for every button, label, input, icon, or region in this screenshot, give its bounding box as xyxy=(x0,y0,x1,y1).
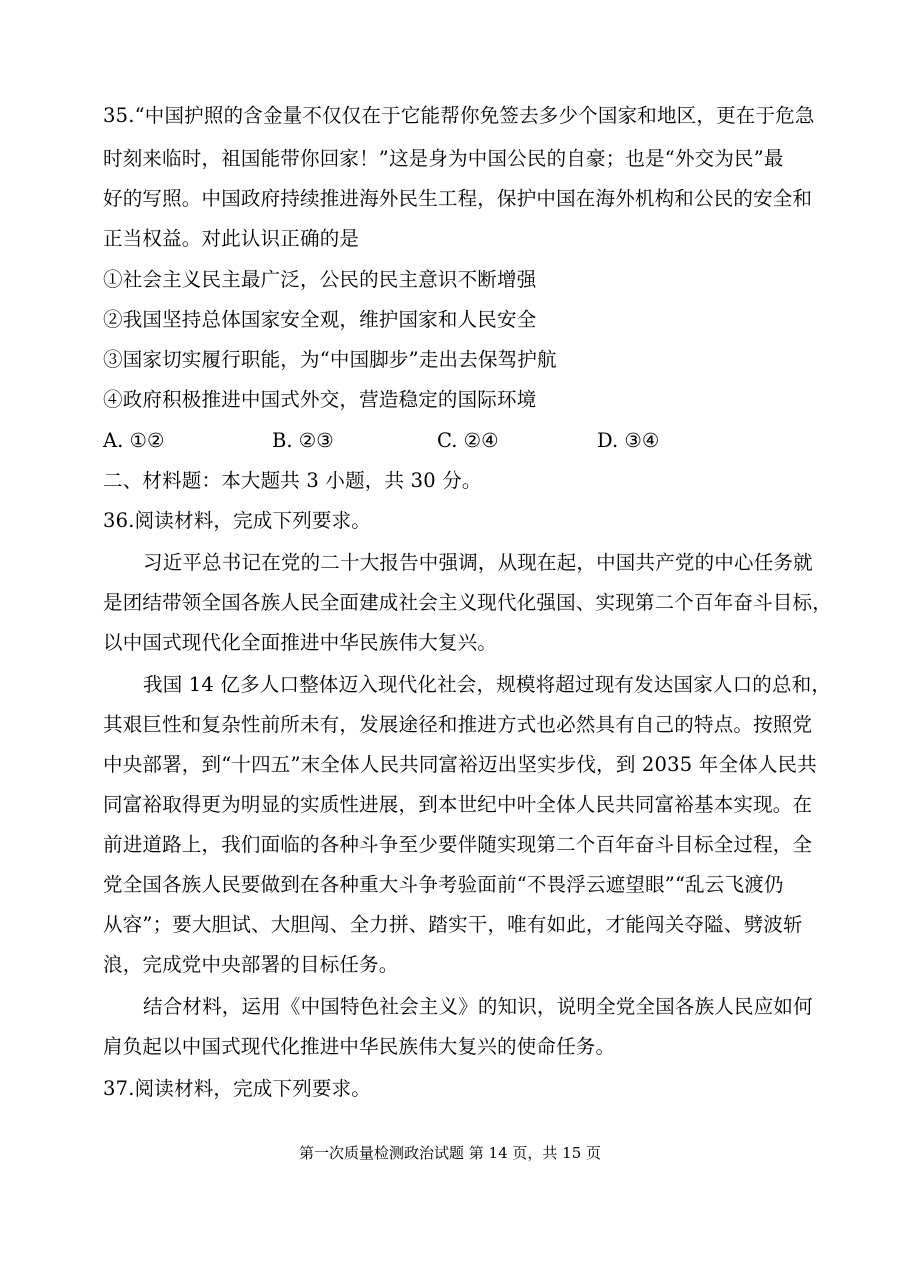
q36-para2-line-1: 我国 14 亿多人口整体迈入现代化社会，规模将超过现有发达国家人口的总和， xyxy=(143,673,832,696)
q35-option-c: C. ②④ xyxy=(437,429,499,452)
q36-para1-line-3: 以中国式现代化全面推进中华民族伟大复兴。 xyxy=(103,631,498,654)
q35-stem-line-2: 时刻来临时，祖国能带你回家！”这是身为中国公民的自豪；也是“外交为民”最 xyxy=(103,147,784,170)
q35-statement-2: ②我国坚持总体国家安全观，维护国家和人民安全 xyxy=(103,308,537,331)
q35-option-d: D. ③④ xyxy=(597,429,660,452)
q35-statement-3: ③国家切实履行职能，为“中国脚步”走出去保驾护航 xyxy=(103,348,557,371)
q35-option-a: A. ①② xyxy=(103,429,165,452)
q36-task-line-2: 肩负起以中国式现代化推进中华民族伟大复兴的使命任务。 xyxy=(103,1035,616,1058)
page-footer: 第一次质量检测政治试题 第 14 页，共 15 页 xyxy=(298,1144,602,1162)
q36-title: 36.阅读材料，完成下列要求。 xyxy=(103,509,372,532)
q35-stem-line-3: 好的写照。中国政府持续推进海外民生工程，保护中国在海外机构和公民的安全和 xyxy=(103,187,813,210)
q35-stem-line-4: 正当权益。对此认识正确的是 xyxy=(103,227,360,250)
q36-para1-line-2: 是团结带领全国各族人民全面建成社会主义现代化强国、实现第二个百年奋斗目标， xyxy=(103,591,832,614)
q35-options xyxy=(103,426,823,456)
q36-para2-line-5: 前进道路上，我们面临的各种斗争至少要伴随实现第二个百年奋斗目标全过程，全 xyxy=(103,833,813,856)
q37-title: 37.阅读材料，完成下列要求。 xyxy=(103,1077,372,1100)
q36-para2-line-7: 从容”；要大胆试、大胆闯、全力拼、踏实干，唯有如此，才能闯关夺隘、劈波斩 xyxy=(103,913,803,936)
q35-option-b: B. ②③ xyxy=(272,429,334,452)
q35-statement-4: ④政府积极推进中国式外交，营造稳定的国际环境 xyxy=(103,388,537,411)
q36-para1-line-1: 习近平总书记在党的二十大报告中强调，从现在起，中国共产党的中心任务就 xyxy=(143,551,813,574)
q35-stem-line-1: 35.“中国护照的含金量不仅仅在于它能帮你免签去多少个国家和地区，更在于危急 xyxy=(103,104,815,127)
q36-task-line-1: 结合材料，运用《中国特色社会主义》的知识，说明全党全国各族人民应如何 xyxy=(143,995,813,1018)
section-2-heading: 二、材料题：本大题共 3 小题，共 30 分。 xyxy=(103,469,482,492)
q35-statement-1: ①社会主义民主最广泛，公民的民主意识不断增强 xyxy=(103,268,537,291)
q36-para2-line-4: 同富裕取得更为明显的实质性进展，到本世纪中叶全体人民共同富裕基本实现。在 xyxy=(103,793,813,816)
q36-para2-line-6: 党全国各族人民要做到在各种重大斗争考验面前“不畏浮云遮望眼”“乱云飞渡仍 xyxy=(103,873,784,896)
q36-para2-line-3: 中央部署，到“十四五”末全体人民共同富裕迈出坚实步伐，到 2035 年全体人民共 xyxy=(103,753,817,776)
q36-para2-line-2: 其艰巨性和复杂性前所未有，发展途径和推进方式也必然具有自己的特点。按照党 xyxy=(103,713,813,736)
q36-para2-line-8: 浪，完成党中央部署的目标任务。 xyxy=(103,953,399,976)
